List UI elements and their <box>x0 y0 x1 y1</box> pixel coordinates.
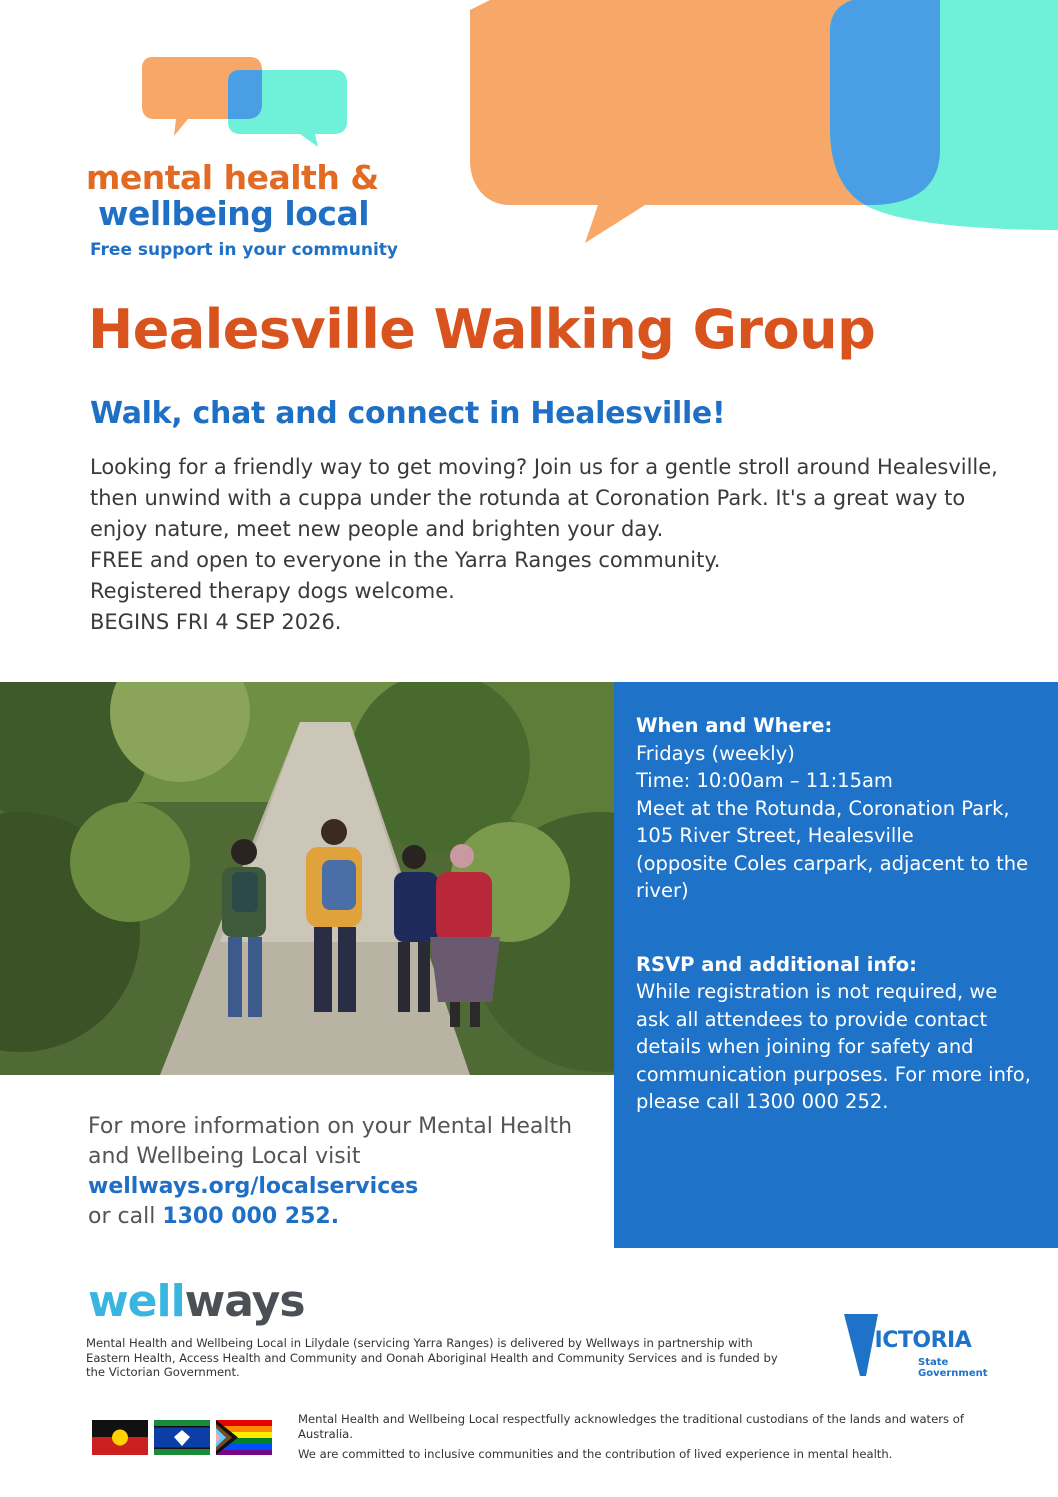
flags <box>92 1420 282 1456</box>
wellways-link[interactable]: wellways.org/localservices <box>88 1174 419 1199</box>
when-where-line: 105 River Street, Healesville <box>636 824 914 847</box>
torres-strait-flag-icon <box>154 1420 210 1455</box>
logo-bubbles-icon <box>140 52 350 147</box>
logo-text-line2: wellbeing local <box>98 194 370 233</box>
victoria-sub-government: Government <box>918 1368 988 1379</box>
when-where-heading: When and Where: <box>636 714 833 737</box>
when-where-line: (opposite Coles carpark, adjacent to the river) <box>636 851 1029 902</box>
when-where-line: Time: 10:00am – 11:15am <box>636 769 893 792</box>
wellways-logo <box>88 1276 305 1327</box>
intro-begins: BEGINS FRI 4 SEP 2026. <box>90 610 342 634</box>
rsvp-heading: RSVP and additional info: <box>636 952 917 976</box>
page-subtitle: Walk, chat and connect in Healesville! <box>90 396 726 431</box>
when-where-line: Fridays (weekly) <box>636 741 795 765</box>
phone-number[interactable]: 1300 000 252. <box>162 1204 340 1229</box>
page-title: Healesville Walking Group <box>88 298 876 361</box>
when-where-line: Meet at the Rotunda, Coronation Park, <box>636 796 1010 820</box>
funding-statement: Mental Health and Wellbeing Local in Lilydale (servicing Yarra Ranges) is delivered by Wellways in partnership with Eastern Health, Access Health and Community and Oonah Aboriginal Health and Community Services and is funded by the Victorian Government. <box>86 1336 778 1379</box>
more-info-text: For more information on your Mental Health and Wellbeing Local visit <box>88 1114 573 1169</box>
acknowledgement-inclusion: We are committed to inclusive communities and the contribution of lived experience in mental health. <box>298 1447 893 1461</box>
intro-paragraph: Looking for a friendly way to get moving? Join us for a gentle stroll around Healesville, then unwind with a cuppa under the rotunda at Coronation Park. It's a great way to enjoy nature, meet new people and brighten your day. <box>90 455 998 541</box>
acknowledgement <box>298 1412 978 1467</box>
progress-pride-flag-icon <box>216 1420 272 1455</box>
wellways-logo-part2: ways <box>184 1276 305 1327</box>
more-info <box>88 1112 588 1232</box>
logo-tagline: Free support in your community <box>90 240 398 260</box>
decorative-speech-bubbles <box>470 0 1058 245</box>
walking-group-photo <box>0 682 614 1075</box>
intro-text <box>90 452 1000 638</box>
logo-text-line1: mental health & <box>86 158 379 197</box>
wellways-logo-part1: well <box>88 1276 185 1327</box>
acknowledgement-country: Mental Health and Wellbeing Local respectfully acknowledges the traditional custodians of the lands and waters of Australia. <box>298 1412 964 1441</box>
info-panel <box>614 682 1058 1248</box>
victoria-wordmark: VICTORIA <box>858 1328 972 1353</box>
rsvp-text: While registration is not required, we ask all attendees to provide contact details when joining for safety and communication purposes. For more info, please call 1300 000 252. <box>636 980 1031 1113</box>
aboriginal-flag-icon <box>92 1420 148 1455</box>
call-prefix: or call <box>88 1204 156 1229</box>
victoria-subtitle <box>918 1357 988 1379</box>
victoria-sub-state: State <box>918 1357 949 1368</box>
intro-dogs: Registered therapy dogs welcome. <box>90 579 455 603</box>
intro-free: FREE and open to everyone in the Yarra Ranges community. <box>90 548 721 572</box>
